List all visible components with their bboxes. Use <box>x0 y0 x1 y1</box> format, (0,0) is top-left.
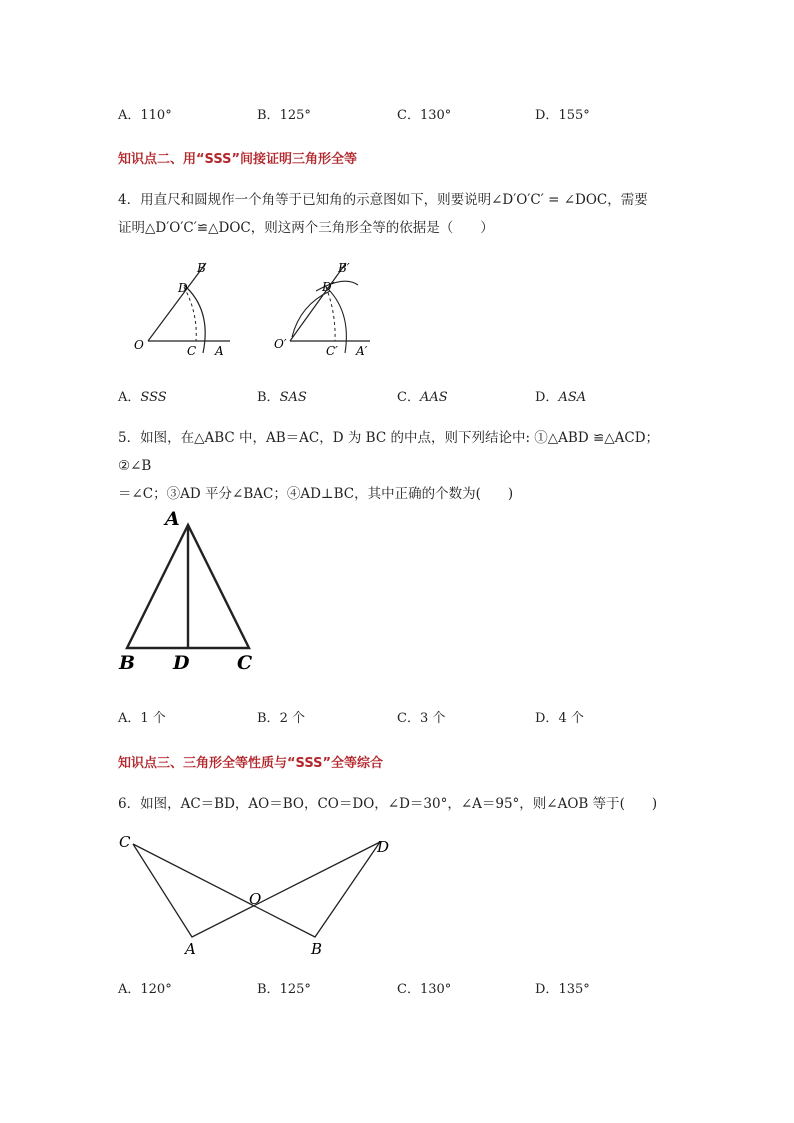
q4-figure-original-angle <box>120 255 240 365</box>
q3-option-a: A．110° <box>118 108 172 123</box>
question-5-stem <box>118 424 678 508</box>
q5-figure-isosceles-triangle <box>115 505 265 680</box>
fig1-label-a: A <box>215 344 224 358</box>
fig6-label-b: B <box>311 940 323 958</box>
fig1-label-c: C <box>187 344 197 358</box>
q6-option-c: C．130° <box>397 982 452 997</box>
q4-figure-constructed-angle <box>270 255 390 365</box>
fig6-label-a: A <box>185 940 196 958</box>
q6-option-b: B．125° <box>257 982 311 997</box>
fig6-label-d: D <box>377 838 390 856</box>
q3-option-c: C．130° <box>397 108 452 123</box>
q4-option-b: B．SAS <box>257 390 307 405</box>
question-4-line-1: 4．用直尺和圆规作一个角等于已知角的示意图如下，则要说明∠D′O′C′ = ∠DOC，需要 <box>118 192 648 208</box>
q5-option-a: A．1 个 <box>118 711 166 726</box>
fig2-label-o: O′ <box>274 337 287 351</box>
question-5-line-1: 5．如图，在△ABC 中，AB＝AC，D 为 BC 的中点，则下列结论中: ①△ABD ≌△ACD；②∠B <box>118 430 660 474</box>
fig5-label-a: A <box>165 508 180 530</box>
fig5-label-d: D <box>173 652 190 674</box>
fig6-label-c: C <box>119 833 131 851</box>
question-6-line-1: 6．如图，AC＝BD，AO＝BO，CO＝DO，∠D＝30°，∠A＝95°，则∠AOB 等于( ) <box>118 796 658 812</box>
q5-option-d: D．4 个 <box>535 711 584 726</box>
q5-option-b: B．2 个 <box>257 711 305 726</box>
fig2-label-a: A′ <box>356 344 368 358</box>
question-4-stem <box>118 186 678 242</box>
fig2-label-d: D′ <box>322 280 335 294</box>
q4-option-c: C．AAS <box>397 390 448 405</box>
q5-option-c: C．3 个 <box>397 711 446 726</box>
fig1-label-d: D <box>178 281 188 295</box>
q6-option-d: D．135° <box>535 982 590 997</box>
fig2-label-c: C′ <box>326 344 338 358</box>
fig5-label-c: C <box>237 652 253 674</box>
q6-figure-bowtie <box>115 830 405 965</box>
fig5-label-b: B <box>119 652 136 674</box>
section-heading: 知识点二、用“SSS”间接证明三角形全等 <box>118 152 358 167</box>
fig1-label-b: B <box>197 261 206 275</box>
section-heading: 知识点三、三角形全等性质与“SSS”全等综合 <box>118 756 384 771</box>
q3-option-d: D．155° <box>535 108 590 123</box>
question-6-stem <box>118 790 678 818</box>
question-4-line-2: 证明△D′O′C′≌△DOC，则这两个三角形全等的依据是（ ） <box>118 220 494 236</box>
q3-option-b: B．125° <box>257 108 311 123</box>
fig2-label-b: B′ <box>338 261 350 275</box>
question-5-line-2: ＝∠C；③AD 平分∠BAC；④AD⊥BC，其中正确的个数为( ) <box>118 486 514 502</box>
q6-option-a: A．120° <box>118 982 172 997</box>
fig1-label-o: O <box>134 338 144 352</box>
fig6-label-o: O <box>249 890 262 908</box>
q4-option-d: D．ASA <box>535 390 587 405</box>
q4-option-a: A．SSS <box>118 390 167 405</box>
